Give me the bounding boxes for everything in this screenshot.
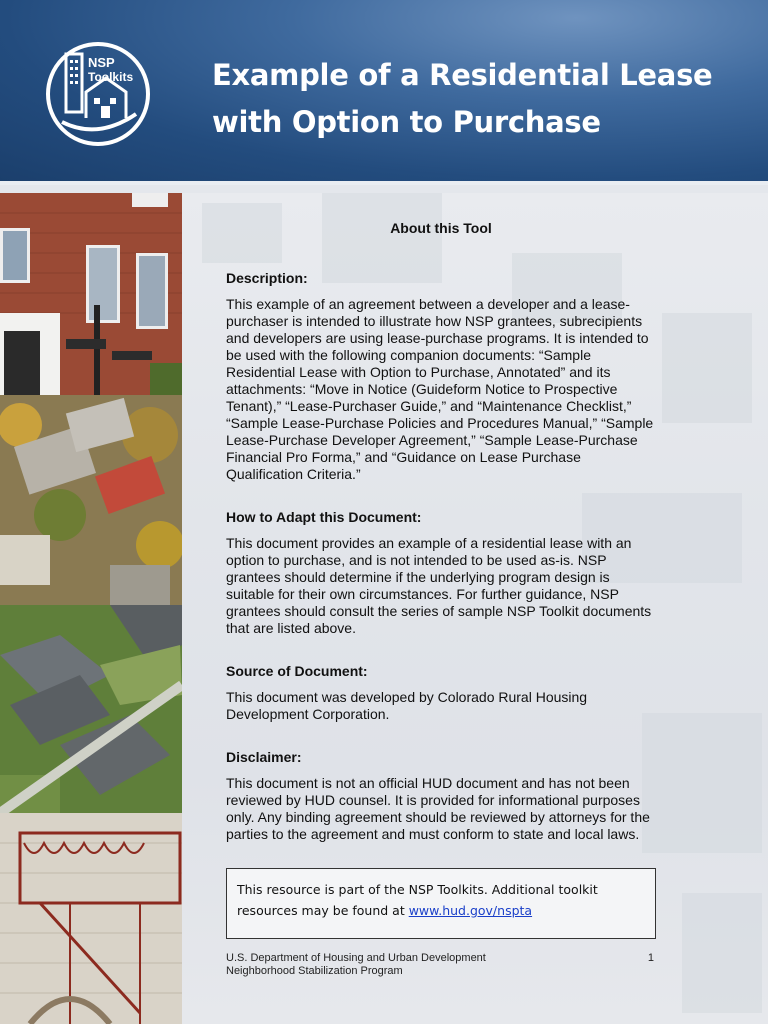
logo-text-nsp: NSP <box>88 55 115 70</box>
nsp-toolkits-logo <box>44 40 152 148</box>
section-heading: Description: <box>226 270 308 286</box>
page-title <box>212 52 752 146</box>
about-tool-content <box>226 220 656 869</box>
photo-collage-strip <box>0 193 182 1024</box>
about-tool-heading: About this Tool <box>390 220 492 236</box>
footer-agency: U.S. Department of Housing and Urban Development <box>226 952 486 964</box>
photo-aerial-houses <box>0 605 182 813</box>
title-line-2: with Option to Purchase <box>212 105 601 139</box>
nspta-link[interactable]: www.hud.gov/nspta <box>408 903 533 918</box>
section-body: This example of an agreement between a developer and a lease-purchaser is intended to illustrate how NSP grantees, subrecipients and developers are using lease-purchase programs. It is intended to be used with the following companion documents: “Sample Residential Lease with Option to Purchase, Annotated” and its attachments: “Move in Notice (Guideform Notice to Prospective Tenant),” “Lease-Purchaser Guide,” and “Maintenance Checklist,” “Sample Lease-Purchase Policies and Procedures Manual,” “Sample Lease-Purchase Developer Agreement,” “Sample Lease-Purchase Financial Pro Forma,” and “Guidance on Lease Purchase Qualification Criteria.” <box>226 296 654 482</box>
section-heading: Disclaimer: <box>226 749 302 765</box>
footer-program: Neighborhood Stabilization Program <box>226 965 403 977</box>
section-body: This document is not an official HUD document and has not been reviewed by HUD counsel. It is provided for informational purposes only. Any binding agreement should be reviewed by attorneys for the parties to the agreement and must conform to state and local laws. <box>226 775 650 842</box>
title-line-1: Example of a Residential Lease <box>212 58 713 92</box>
toolkit-notice-box <box>226 868 656 939</box>
logo-text-toolkits: Toolkits <box>88 70 134 84</box>
section-body: This document was developed by Colorado Rural Housing Development Corporation. <box>226 689 588 722</box>
section-how-to-adapt <box>226 509 656 637</box>
notice-line-2-text: resources may be found at <box>237 903 409 918</box>
photo-fire-escape <box>0 813 182 1024</box>
section-heading: How to Adapt this Document: <box>226 509 422 525</box>
section-source <box>226 663 656 723</box>
section-description <box>226 270 656 483</box>
header-banner <box>0 0 768 185</box>
notice-line-2 <box>237 900 645 921</box>
section-heading: Source of Document: <box>226 663 368 679</box>
page-footer <box>226 952 656 978</box>
section-disclaimer <box>226 749 656 843</box>
photo-aerial-neighborhood <box>0 395 182 605</box>
section-body: This document provides an example of a residential lease with an option to purchase, and is not intended to be used as-is. NSP grantees should determine if the underlying program design is suitable for their own circumstances. For further guidance, NSP grantees should consult the series of sample NSP Toolkit documents that are listed above. <box>226 535 652 636</box>
notice-line-1: This resource is part of the NSP Toolkits. Additional toolkit <box>237 882 598 897</box>
page-number: 1 <box>647 952 654 964</box>
photo-brick-building <box>0 193 182 395</box>
